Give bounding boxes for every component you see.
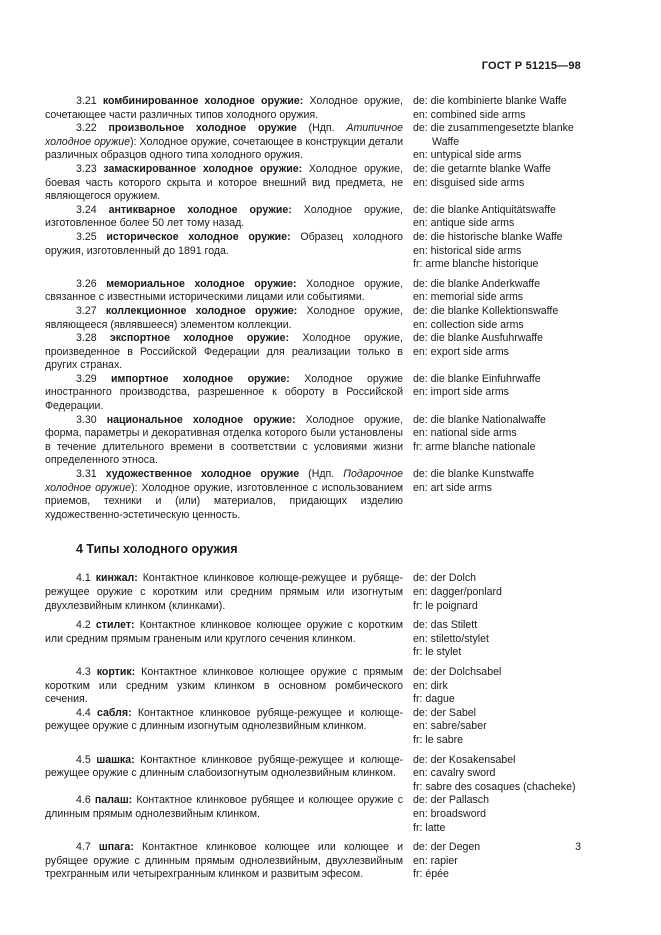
term-number: 3.21	[76, 95, 103, 107]
term-number: 4.7	[76, 841, 99, 854]
translation-line: en: combined side arms	[413, 108, 526, 121]
term-entry	[45, 305, 587, 332]
term-name: коллекционное холодное оружие:	[105, 304, 298, 317]
term-name: мемориальное холодное оружие:	[106, 277, 297, 290]
term-translations	[413, 468, 587, 522]
translation-line: en: dirk	[413, 679, 448, 692]
term-name: кортик:	[96, 665, 136, 678]
term-text: Холодное оружие, связанное с известными историческими лицами или событиями.	[45, 277, 404, 304]
translation-line: en: national side arms	[413, 427, 517, 440]
term-text: Холодное оружие иностранного производства, разрешенное к обороту в Российской Федерации.	[45, 372, 403, 413]
term-entry	[45, 619, 587, 660]
translation-line: de: die blanke Nationalwaffe	[413, 413, 546, 426]
term-definition	[45, 163, 413, 204]
term-entry	[45, 841, 587, 882]
term-translations	[413, 619, 587, 660]
term-text: ): Холодное оружие, сочетающее в конструкции детали различных образцов одного типа холодного оружия.	[45, 135, 403, 162]
term-list	[45, 95, 587, 882]
term-entry	[45, 414, 587, 468]
translation-line: de: das Stilett	[413, 619, 478, 632]
translation-line: en: import side arms	[413, 386, 509, 399]
term-number: 3.27	[76, 304, 106, 317]
term-name: импортное холодное оружие:	[111, 372, 290, 385]
term-name: экспортное холодное оружие:	[109, 332, 290, 345]
term-text: Холодное оружие, боевая часть которого скрыта и которое внешний вид предмета, не являющегося оружием.	[45, 162, 404, 203]
term-text: Контактное клинковое колюще-режущее и рубяще-режущее оружие с коротким или средним прямым или изогнутым двухлезвийным клинком (клинками).	[45, 572, 403, 612]
translation-line: en: untypical side arms	[413, 149, 522, 162]
term-text: Холодное оружие, являющееся (являвшееся) элементом коллекции.	[45, 304, 404, 331]
translation-line: de: die kombinierte blanke Waffe	[413, 95, 567, 107]
term-entry	[45, 122, 587, 163]
term-name: национальное холодное оружие:	[106, 413, 296, 426]
term-translations	[413, 572, 587, 613]
term-definition	[45, 231, 413, 272]
term-translations	[413, 163, 587, 204]
term-text: Контактное клинковое колющее или колющее и рубящее оружие с длинным прямым однолезвийным, двухлезвийным трехгранным или четырехгранным клинком и развитым эфесом.	[45, 841, 403, 881]
translation-line: fr: le stylet	[413, 646, 462, 659]
term-translations	[413, 122, 587, 163]
term-text: Контактное клинковое рубяще-режущее и колюще-режущее оружие с длинным слабоизогнутым однолезвийным клинком.	[45, 753, 403, 780]
term-translations	[413, 204, 587, 231]
term-definition	[45, 278, 413, 305]
term-text: Контактное клинковое рубяще-режущее и колюще-режущее оружие с длинным изогнутым однолезвийным клинком.	[45, 706, 404, 733]
term-name: сабля:	[96, 706, 132, 719]
translation-line: fr: épée	[413, 868, 449, 881]
translation-line: de: der Pallasch	[413, 794, 489, 807]
term-name: художественное холодное оружие	[105, 468, 300, 481]
term-text: Холодное оружие, сочетающее части различных типов холодного оружия.	[45, 95, 403, 121]
term-entry	[45, 95, 587, 122]
term-entry	[45, 468, 587, 522]
term-definition	[45, 414, 413, 468]
term-name: шашка:	[96, 753, 135, 766]
term-translations	[413, 231, 587, 272]
document-code: ГОСТ Р 51215—98	[481, 60, 581, 72]
term-entry	[45, 204, 587, 231]
term-text: Холодное оружие, произведенное в Российской Федерации для реализации только в других странах.	[45, 332, 403, 372]
term-entry	[45, 707, 587, 748]
term-translations	[413, 278, 587, 305]
translation-line: de: der Degen	[413, 841, 481, 854]
term-number: 4.4	[76, 706, 97, 719]
term-text: Образец холодного оружия, изготовленный до 1891 года.	[45, 230, 404, 257]
term-definition	[45, 619, 413, 660]
term-entry	[45, 163, 587, 204]
term-name: замаскированное холодное оружие:	[103, 162, 303, 175]
term-definition	[45, 122, 413, 163]
translation-line: en: art side arms	[413, 481, 492, 494]
translation-line: en: collection side arms	[413, 318, 524, 331]
section-heading: 4 Типы холодного оружия	[76, 542, 238, 557]
translation-line: en: dagger/ponlard	[413, 586, 502, 598]
page-number: 3	[575, 841, 581, 853]
term-entry	[45, 572, 587, 613]
term-translations	[413, 414, 587, 468]
translation-line: de: der Kosakensabel	[413, 753, 516, 766]
term-number: 3.24	[76, 203, 109, 216]
term-number: 4.3	[76, 665, 97, 678]
translation-line: en: stiletto/stylet	[413, 632, 489, 645]
term-text: Контактное клинковое колющее оружие с коротким или средним прямым граненым или круглого сечения клинком.	[45, 619, 404, 645]
term-note: (Ндп.	[299, 468, 344, 481]
term-name: кинжал:	[95, 572, 138, 585]
term-translations	[413, 666, 587, 707]
translation-line: de: die historische blanke Waffe	[413, 230, 563, 243]
term-name: стилет:	[95, 619, 135, 632]
translation-line: de: die blanke Kollektionswaffe	[413, 304, 559, 317]
translation-line: fr: le poignard	[413, 599, 478, 612]
translation-line: en: rapier	[413, 854, 458, 867]
terms-section-4	[45, 572, 587, 881]
term-entry	[45, 794, 587, 835]
term-entry	[45, 666, 587, 707]
term-number: 3.26	[76, 277, 107, 290]
term-translations	[413, 794, 587, 835]
term-number: 4.5	[76, 753, 97, 766]
term-text: Холодное оружие, форма, параметры и декоративная отделка которого были установлены в течение длительного времени в соответствии с условиями жизни определенного этноса.	[45, 413, 404, 467]
term-entry	[45, 231, 587, 272]
term-definition	[45, 305, 413, 332]
deprecated-term: Подарочное холодное оружие	[45, 468, 404, 494]
term-translations	[413, 707, 587, 748]
translation-line: en: antique side arms	[413, 217, 515, 230]
terms-section-3	[45, 95, 587, 522]
term-definition	[45, 666, 413, 707]
term-number: 4.1	[76, 572, 96, 585]
term-number: 3.22	[76, 122, 109, 135]
term-entry	[45, 278, 587, 305]
translation-line: en: historical side arms	[413, 244, 522, 257]
term-name: комбинированное холодное оружие:	[102, 95, 304, 107]
translation-line: en: disguised side arms	[413, 176, 525, 189]
term-number: 4.2	[76, 619, 96, 632]
term-translations	[413, 373, 587, 414]
term-translations	[413, 305, 587, 332]
translation-line: fr: arme blanche historique	[413, 258, 539, 271]
term-translations	[413, 841, 587, 882]
term-translations	[413, 95, 587, 122]
term-text: ): Холодное оружие, изготовленное с использованием приемов, техники и (или) материалов, придающих изделию художественно-эстетическую ценность.	[45, 481, 403, 521]
translation-line: Waffe	[432, 135, 460, 148]
translation-line: fr: dague	[413, 693, 455, 706]
term-definition	[45, 572, 413, 613]
term-number: 3.30	[76, 413, 107, 426]
term-text: Холодное оружие, изготовленное более 50 лет тому назад.	[45, 203, 404, 230]
term-number: 3.31	[76, 468, 106, 481]
term-definition	[45, 332, 413, 373]
translation-line: en: sabre/saber	[413, 720, 487, 733]
term-definition	[45, 794, 413, 835]
translation-line: de: die blanke Kunstwaffe	[413, 468, 535, 481]
translation-line: en: memorial side arms	[413, 291, 524, 304]
term-number: 3.29	[76, 372, 112, 385]
term-definition	[45, 841, 413, 882]
translation-line: en: export side arms	[413, 345, 509, 358]
term-translations	[413, 754, 587, 795]
term-note: (Ндп.	[296, 122, 347, 135]
term-name: историческое холодное оружие:	[106, 230, 291, 243]
term-definition	[45, 204, 413, 231]
translation-line: en: cavalry sword	[413, 767, 496, 780]
translation-line: fr: arme blanche nationale	[413, 440, 536, 453]
term-definition	[45, 468, 413, 522]
term-name: палаш:	[94, 794, 133, 807]
term-name: шпага:	[98, 841, 134, 854]
translation-line: fr: le sabre	[413, 733, 464, 746]
term-number: 3.23	[76, 162, 104, 175]
translation-line: de: die getarnte blanke Waffe	[413, 162, 551, 175]
term-definition	[45, 754, 413, 795]
term-definition	[45, 707, 413, 748]
translation-line: fr: sabre des cosaques (chacheke)	[413, 780, 576, 793]
translation-line: de: der Dolchsabel	[413, 665, 502, 678]
term-entry	[45, 754, 587, 795]
deprecated-term: Атипичное холодное оружие	[45, 122, 403, 148]
translation-line: de: die blanke Einfuhrwaffe	[413, 372, 541, 385]
term-definition	[45, 95, 413, 122]
translation-line: de: die blanke Antiquitätswaffe	[413, 203, 556, 216]
translation-line: de: die zusammengesetzte blanke	[413, 122, 574, 135]
translation-line: de: die blanke Anderkwaffe	[413, 277, 541, 290]
translation-line: de: der Dolch	[413, 572, 477, 585]
term-name: антикварное холодное оружие:	[108, 203, 292, 216]
translation-line: de: die blanke Ausfuhrwaffe	[413, 332, 543, 345]
translation-line: de: der Sabel	[413, 706, 477, 719]
term-text: Контактное клинковое колющее оружие с прямым коротким или средним узким клинком в основном ромбического сечения.	[45, 665, 404, 706]
term-entry	[45, 332, 587, 373]
translation-line: fr: latte	[413, 821, 446, 834]
term-text: Контактное клинковое рубящее и колющее оружие с длинным прямым однолезвийным клинком.	[45, 794, 404, 820]
term-translations	[413, 332, 587, 373]
term-definition	[45, 373, 413, 414]
term-name: произвольное холодное оружие	[108, 122, 297, 135]
term-entry	[45, 373, 587, 414]
term-number: 3.28	[76, 332, 110, 345]
term-number: 3.25	[76, 230, 107, 243]
translation-line: en: broadsword	[413, 807, 487, 820]
term-number: 4.6	[76, 794, 95, 807]
